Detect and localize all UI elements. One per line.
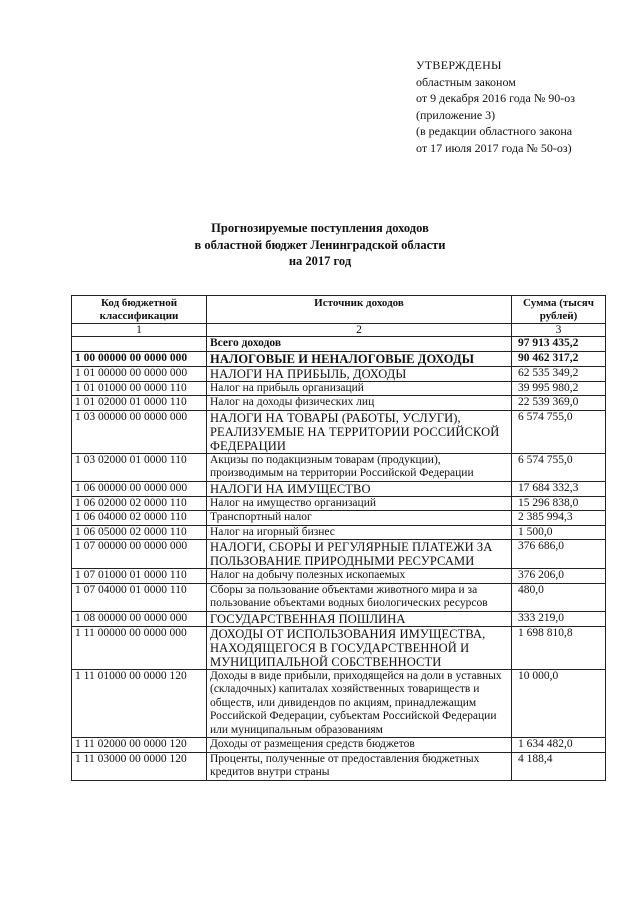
code-cell: 1 00 00000 00 0000 000 — [72, 351, 207, 366]
amount-cell: 1 634 482,0 — [512, 738, 606, 753]
table-row — [72, 453, 606, 481]
table-row — [72, 511, 606, 526]
total-label: Всего доходов — [207, 337, 512, 352]
title-line: Прогнозируемые поступления доходов — [211, 221, 429, 235]
source-cell: Налог на игорный бизнес — [207, 525, 512, 540]
source-cell: Акцизы по подакцизным товарам (продукции), производимым на территории Российской Федерации — [207, 453, 512, 481]
approval-stamp — [416, 57, 575, 156]
table-row — [72, 496, 606, 511]
table-row — [72, 611, 606, 626]
code-cell: 1 11 03000 00 0000 120 — [72, 752, 207, 780]
code-cell: 1 01 00000 00 0000 000 — [72, 366, 207, 381]
source-cell: Транспортный налог — [207, 511, 512, 526]
code-cell: 1 08 00000 00 0000 000 — [72, 611, 207, 626]
column-number: 1 — [72, 324, 207, 337]
table-row — [72, 669, 606, 738]
code-cell: 1 07 04000 01 0000 110 — [72, 583, 207, 611]
source-cell: НАЛОГИ, СБОРЫ И РЕГУЛЯРНЫЕ ПЛАТЕЖИ ЗА ПОЛЬЗОВАНИЕ ПРИРОДНЫМИ РЕСУРСАМИ — [207, 540, 512, 569]
approval-heading: УТВЕРЖДЕНЫ — [416, 58, 502, 72]
approval-line: (приложение 3) — [416, 107, 496, 122]
total-row — [72, 337, 606, 352]
amount-cell: 62 535 349,2 — [512, 366, 606, 381]
amount-cell: 17 684 332,3 — [512, 481, 606, 496]
title-line: в областной бюджет Ленинградской области — [194, 237, 446, 252]
amount-cell: 22 539 369,0 — [512, 396, 606, 411]
code-cell: 1 06 04000 02 0000 110 — [72, 511, 207, 526]
code-cell: 1 06 00000 00 0000 000 — [72, 481, 207, 496]
amount-cell: 1 500,0 — [512, 525, 606, 540]
table-row — [72, 569, 606, 584]
source-cell: НАЛОГИ НА ПРИБЫЛЬ, ДОХОДЫ — [207, 366, 512, 381]
source-cell: Доходы от размещения средств бюджетов — [207, 738, 512, 753]
code-cell: 1 01 01000 00 0000 110 — [72, 381, 207, 396]
amount-cell: 15 296 838,0 — [512, 496, 606, 511]
amount-cell: 6 574 755,0 — [512, 410, 606, 453]
code-cell: 1 11 00000 00 0000 000 — [72, 626, 207, 669]
code-cell: 1 11 01000 00 0000 120 — [72, 669, 207, 738]
table-row — [72, 540, 606, 569]
amount-cell: 376 686,0 — [512, 540, 606, 569]
amount-cell: 10 000,0 — [512, 669, 606, 738]
source-cell: НАЛОГИ НА ТОВАРЫ (РАБОТЫ, УСЛУГИ), РЕАЛИЗУЕМЫЕ НА ТЕРРИТОРИИ РОССИЙСКОЙ ФЕДЕРАЦИИ — [207, 410, 512, 453]
amount-cell: 376 206,0 — [512, 569, 606, 584]
amount-cell: 1 698 810,8 — [512, 626, 606, 669]
total-code-cell — [72, 337, 207, 352]
approval-line: от 9 декабря 2016 года № 90-оз — [416, 91, 576, 105]
source-cell: Налог на добычу полезных ископаемых — [207, 569, 512, 584]
code-cell: 1 06 02000 02 0000 110 — [72, 496, 207, 511]
code-cell: 1 01 02000 01 0000 110 — [72, 396, 207, 411]
source-cell: Проценты, полученные от предоставления бюджетных кредитов внутри страны — [207, 752, 512, 780]
column-number-row — [72, 324, 606, 337]
amount-cell: 6 574 755,0 — [512, 453, 606, 481]
column-number: 3 — [512, 324, 606, 337]
code-cell: 1 11 02000 00 0000 120 — [72, 738, 207, 753]
source-cell: Доходы в виде прибыли, приходящейся на доли в уставных (складочных) капиталах хозяйственных товариществ и обществ, или дивидендов по акциям, принадлежащим Российской Федерации, субъектам Российской Федерации или муниципальным образованиям — [207, 669, 512, 738]
amount-cell: 90 462 317,2 — [512, 351, 606, 366]
code-cell: 1 07 00000 00 0000 000 — [72, 540, 207, 569]
approval-line: от 17 июля 2017 года № 50-оз) — [416, 140, 572, 155]
amount-cell: 4 188,4 — [512, 752, 606, 780]
table-row — [72, 626, 606, 669]
code-cell: 1 03 00000 00 0000 000 — [72, 410, 207, 453]
header-code: Код бюджетной классификации — [72, 296, 207, 324]
total-amount: 97 913 435,2 — [512, 337, 606, 352]
source-cell: НАЛОГОВЫЕ И НЕНАЛОГОВЫЕ ДОХОДЫ — [207, 351, 512, 366]
header-source: Источник доходов — [207, 296, 512, 324]
source-cell: Налог на имущество организаций — [207, 496, 512, 511]
revenue-table — [71, 295, 606, 781]
amount-cell: 480,0 — [512, 583, 606, 611]
table-row — [72, 481, 606, 496]
header-amount: Сумма (тысяч рублей) — [512, 296, 606, 324]
table-row — [72, 366, 606, 381]
table-row — [72, 396, 606, 411]
source-cell: Сборы за пользование объектами животного мира и за пользование объектами водных биологических ресурсов — [207, 583, 512, 611]
document-title — [0, 220, 640, 270]
source-cell: Налог на прибыль организаций — [207, 381, 512, 396]
column-number: 2 — [207, 324, 512, 337]
table-row — [72, 381, 606, 396]
table-row — [72, 752, 606, 780]
code-cell: 1 03 02000 01 0000 110 — [72, 453, 207, 481]
source-cell: ДОХОДЫ ОТ ИСПОЛЬЗОВАНИЯ ИМУЩЕСТВА, НАХОДЯЩЕГОСЯ В ГОСУДАРСТВЕННОЙ И МУНИЦИПАЛЬНОЙ СОБСТВЕННОСТИ — [207, 626, 512, 669]
source-cell: ГОСУДАРСТВЕННАЯ ПОШЛИНА — [207, 611, 512, 626]
amount-cell: 39 995 980,2 — [512, 381, 606, 396]
title-line: на 2017 год — [288, 254, 352, 268]
table-row — [72, 410, 606, 453]
table-row — [72, 351, 606, 366]
code-cell: 1 06 05000 02 0000 110 — [72, 525, 207, 540]
table-row — [72, 583, 606, 611]
approval-line: (в редакции областного закона — [416, 124, 573, 138]
approval-line: областным законом — [416, 74, 516, 89]
table-row — [72, 525, 606, 540]
amount-cell: 2 385 994,3 — [512, 511, 606, 526]
table-row — [72, 738, 606, 753]
amount-cell: 333 219,0 — [512, 611, 606, 626]
table-header-row — [72, 296, 606, 324]
source-cell: Налог на доходы физических лиц — [207, 396, 512, 411]
code-cell: 1 07 01000 01 0000 110 — [72, 569, 207, 584]
source-cell: НАЛОГИ НА ИМУЩЕСТВО — [207, 481, 512, 496]
